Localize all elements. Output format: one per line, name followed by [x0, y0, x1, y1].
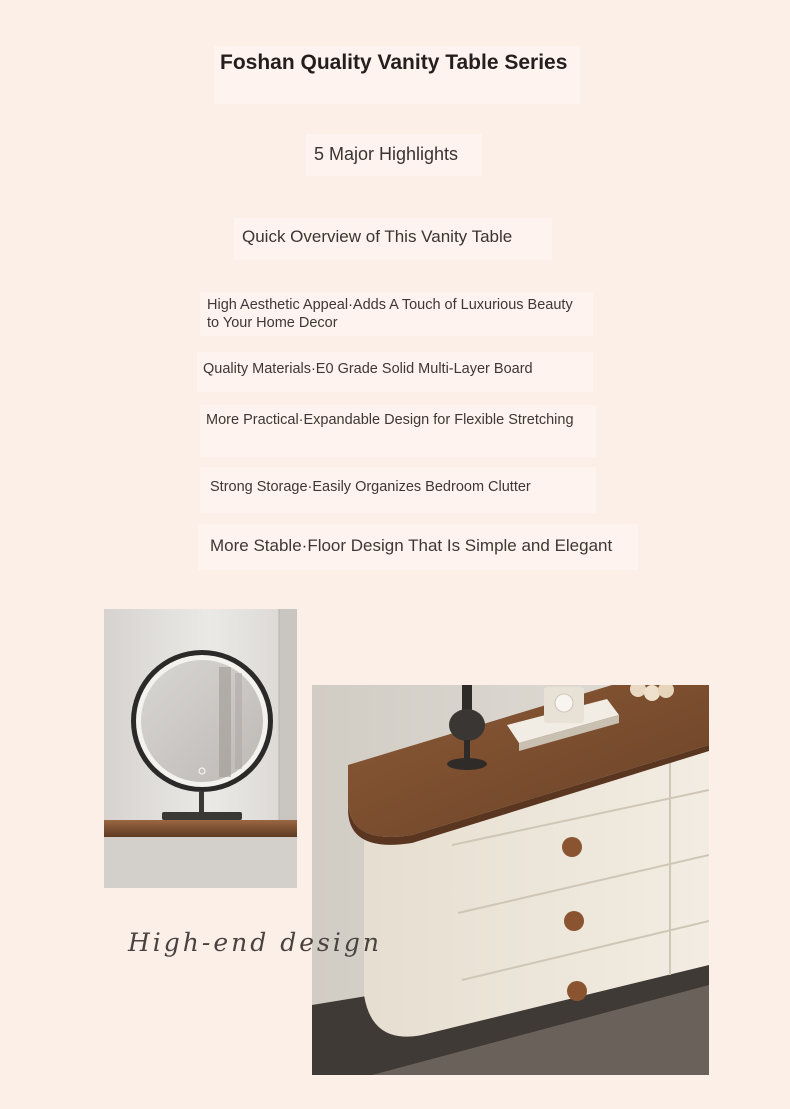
mirror-illustration — [104, 609, 297, 888]
overview-heading: Quick Overview of This Vanity Table — [234, 218, 552, 260]
page-title: Foshan Quality Vanity Table Series — [214, 46, 580, 104]
handwritten-caption: High-end design — [128, 928, 382, 957]
highlight-storage: Strong Storage·Easily Organizes Bedroom Clutter — [200, 467, 596, 513]
dresser-illustration — [312, 685, 709, 1075]
dresser-photo — [312, 685, 709, 1075]
highlights-heading: 5 Major Highlights — [306, 134, 482, 176]
highlight-stable: More Stable·Floor Design That Is Simple and Elegant — [198, 524, 638, 570]
highlight-materials: Quality Materials·E0 Grade Solid Multi-Layer Board — [197, 352, 593, 392]
highlight-practical: More Practical·Expandable Design for Flexible Stretching — [200, 405, 596, 457]
mirror-photo — [104, 609, 297, 888]
highlight-aesthetic: High Aesthetic Appeal·Adds A Touch of Luxurious Beauty to Your Home Decor — [200, 292, 593, 336]
